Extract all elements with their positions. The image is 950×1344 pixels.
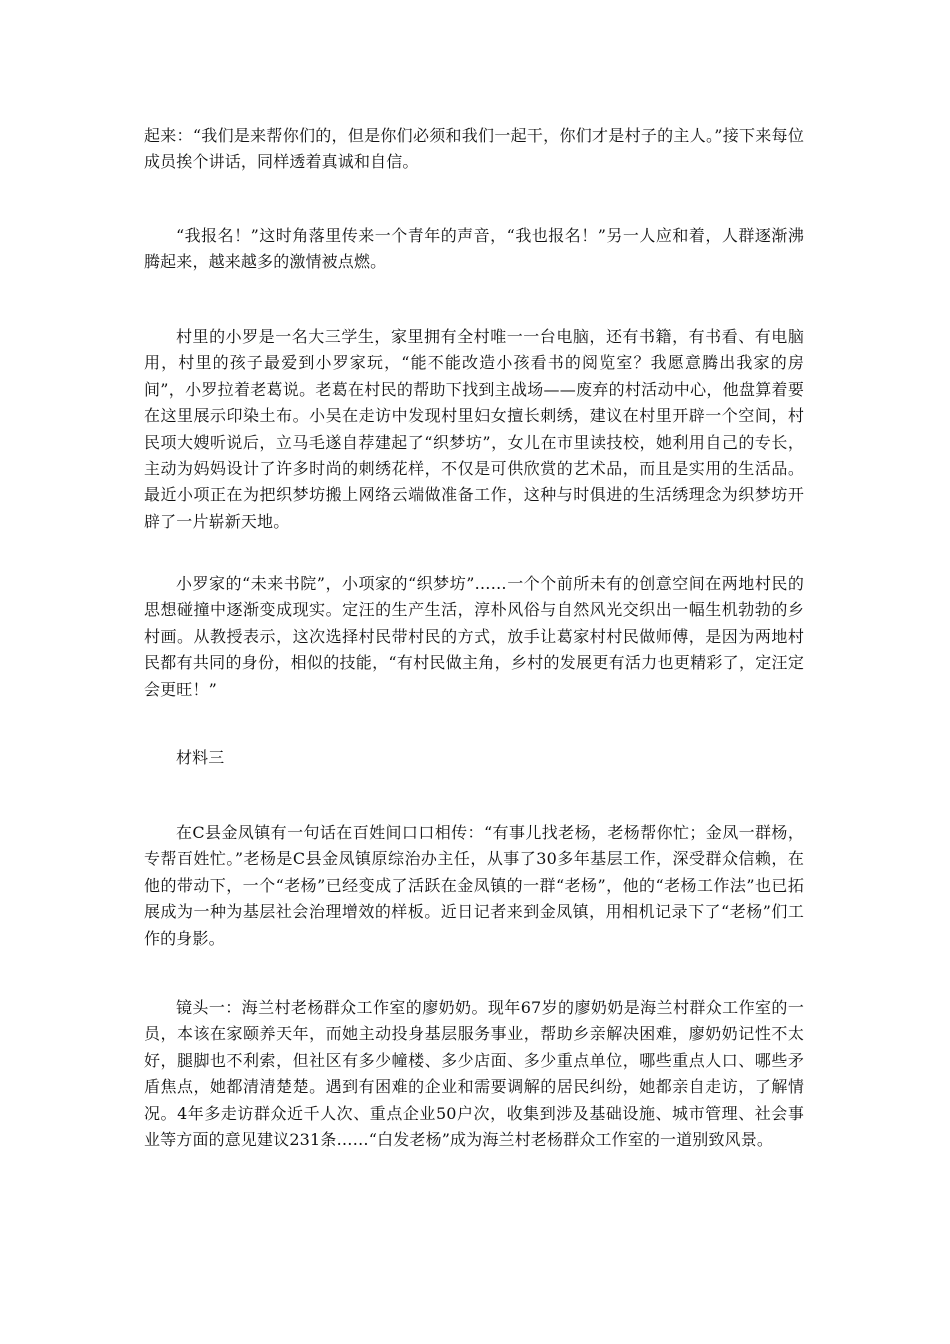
paragraph-1: 起来：“我们是来帮你们的，但是你们必须和我们一起干，你们才是村子的主人。”接下来每位成员挨个讲话，同样透着真诚和自信。 [144,126,804,172]
paragraph-6: 镜头一：海兰村老杨群众工作室的廖奶奶。现年67岁的廖奶奶是海兰村群众工作室的一员，本该在家颐养天年，而她主动投身基层服务事业，帮助乡亲解决困难，廖奶奶记性不太好，腿脚也不利索，但社区有多少幢楼、多少店面、多少重点单位，哪些重点人口、哪些矛盾焦点，她都清清楚楚。遇到有困难的企业和需要调解的居民纠纷，她都亲自走访，了解情况。4年多走访群众近千人次、重点企业50户次，收集到涉及基础设施、城市管理、社会事业等方面的意见建议231条……“白发老杨”成为海兰村老杨群众工作室的一道别致风景。 [144,998,804,1150]
paragraph-3: 村里的小罗是一名大三学生，家里拥有全村唯一一台电脑，还有书籍，有书看、有电脑用，村里的孩子最爱到小罗家玩，“能不能改造小孩看书的阅览室？我愿意腾出我家的房间”，小罗拉着老葛说。老葛在村民的帮助下找到主战场——废弃的村活动中心，他盘算着要在这里展示印染土布。小吴在走访中发现村里妇女擅长刺绣，建议在村里开辟一个空间，村民项大嫂听说后，立马毛遂自荐建起了“织梦坊”，女儿在市里读技校，她利用自己的专长，主动为妈妈设计了许多时尚的刺绣花样，不仅是可供欣赏的艺术品，而且是实用的生活品。最近小项正在为把织梦坊搬上网络云端做准备工作，这种与时俱进的生活绣理念为织梦坊开辟了一片崭新天地。 [144,327,804,531]
paragraph-4: 小罗家的“未来书院”，小项家的“织梦坊”……一个个前所未有的创意空间在两地村民的思想碰撞中逐渐变成现实。定汪的生产生活，淳朴风俗与自然风光交织出一幅生机勃勃的乡村画。从教授表示，这次选择村民带村民的方式，放手让葛家村村民做师傅，是因为两地村民都有共同的身份，相似的技能，“有村民做主角，乡村的发展更有活力也更精彩了，定汪定会更旺！” [144,574,804,699]
paragraph-5: 在C县金凤镇有一句话在百姓间口口相传：“有事儿找老杨，老杨帮你忙；金凤一群杨，专帮百姓忙。”老杨是C县金凤镇原综治办主任，从事了30多年基层工作，深受群众信赖，在他的带动下，一个“老杨”已经变成了活跃在金凤镇的一群“老杨”，他的“老杨工作法”也已拓展成为一种为基层社会治理增效的样板。近日记者来到金凤镇，用相机记录下了“老杨”们工作的身影。 [144,823,804,948]
section-heading: 材料三 [176,748,225,767]
paragraph-2: “我报名！”这时角落里传来一个青年的声音，“我也报名！”另一人应和着，人群逐渐沸腾起来，越来越多的激情被点燃。 [144,226,804,272]
